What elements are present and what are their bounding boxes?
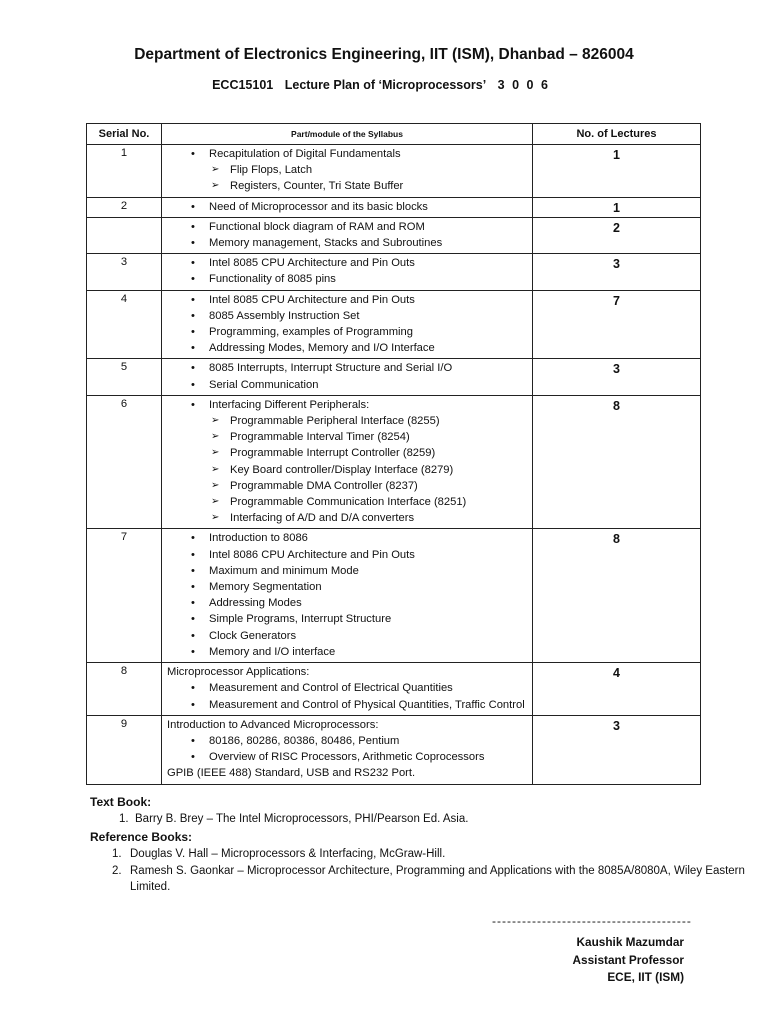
topic-bullet: • Functionality of 8085 pins xyxy=(167,271,528,287)
table-row xyxy=(87,395,701,529)
topic-bullet: • Memory and I/O interface xyxy=(167,644,528,660)
topic-bullet: • Serial Communication xyxy=(167,377,528,393)
subtopic-arrow: ➢ Programmable Interrupt Controller (8259) xyxy=(167,445,528,461)
table-row xyxy=(87,145,701,198)
book-item xyxy=(90,811,768,827)
signer-designation: Assistant Professor xyxy=(572,952,684,967)
topic-bullet: • Simple Programs, Interrupt Structure xyxy=(167,611,528,627)
subtopic-arrow: ➢ Programmable DMA Controller (8237) xyxy=(167,478,528,494)
syllabus-cell xyxy=(162,254,533,290)
subtopic-arrow: ➢ Flip Flops, Latch xyxy=(167,162,528,178)
topic-bullet: • Addressing Modes, Memory and I/O Interface xyxy=(167,340,528,356)
serial-cell: 2 xyxy=(87,197,162,217)
lecture-count-cell: 3 xyxy=(533,715,701,784)
topic-bullet: • Introduction to 8086 xyxy=(167,530,528,546)
topic-bullet: • 8085 Interrupts, Interrupt Structure and Serial I/O xyxy=(167,360,528,376)
topic-bullet: • 80186, 80286, 80386, 80486, Pentium xyxy=(167,733,528,749)
signer-affiliation: ECE, IIT (ISM) xyxy=(607,970,684,984)
subtopic-arrow: ➢ Programmable Peripheral Interface (8255) xyxy=(167,413,528,429)
table-row xyxy=(87,359,701,395)
syllabus-cell xyxy=(162,715,533,784)
topic-bullet: • Addressing Modes xyxy=(167,595,528,611)
topic-bullet: • Need of Microprocessor and its basic blocks xyxy=(167,199,528,215)
subtopic-arrow: ➢ Interfacing of A/D and D/A converters xyxy=(167,510,528,526)
table-row xyxy=(87,254,701,290)
lecture-count-cell: 3 xyxy=(533,359,701,395)
lecture-plan-table xyxy=(86,123,701,785)
topic-bullet: • Recapitulation of Digital Fundamentals xyxy=(167,146,528,162)
page-title: Department of Electronics Engineering, IIT (ISM), Dhanbad – 826004 xyxy=(134,46,634,63)
topic-bullet: • 8085 Assembly Instruction Set xyxy=(167,308,528,324)
syllabus-cell xyxy=(162,663,533,716)
course-credits: 3 0 0 6 xyxy=(497,78,548,92)
topic-bullet: • Memory management, Stacks and Subroutines xyxy=(167,235,528,251)
book-number: 1. xyxy=(112,848,122,860)
book-item xyxy=(90,863,768,895)
subtopic-arrow: ➢ Programmable Communication Interface (8251) xyxy=(167,494,528,510)
topic-list xyxy=(167,397,528,527)
lecture-count-cell: 8 xyxy=(533,529,701,663)
table-row xyxy=(87,715,701,784)
lecture-count-cell: 7 xyxy=(533,290,701,359)
serial-cell: 8 xyxy=(87,663,162,716)
serial-cell: 9 xyxy=(87,715,162,784)
col-header-serial: Serial No. xyxy=(87,124,162,145)
table-header-row xyxy=(87,124,701,145)
table-row xyxy=(87,663,701,716)
syllabus-cell xyxy=(162,197,533,217)
table-row xyxy=(87,529,701,663)
serial-cell: 5 xyxy=(87,359,162,395)
col-header-part: Part/module of the Syllabus xyxy=(162,124,533,145)
topic-list xyxy=(167,680,528,712)
serial-cell: 6 xyxy=(87,395,162,529)
lecture-count-cell: 3 xyxy=(533,254,701,290)
lecture-count-cell: 4 xyxy=(533,663,701,716)
book-item xyxy=(90,846,768,862)
module-intro: Introduction to Advanced Microprocessors: xyxy=(167,718,379,731)
text-book-heading: Text Book: xyxy=(90,795,152,809)
signer-name: Kaushik Mazumdar xyxy=(576,935,684,949)
topic-list xyxy=(167,530,528,660)
text-book-list xyxy=(90,811,768,827)
topic-list xyxy=(167,292,528,357)
signature-block xyxy=(573,934,684,987)
course-code: ECC15101 xyxy=(212,78,274,92)
serial-cell: 3 xyxy=(87,254,162,290)
table-body xyxy=(87,145,701,785)
syllabus-cell xyxy=(162,395,533,529)
topic-list xyxy=(167,360,528,392)
serial-cell: 7 xyxy=(87,529,162,663)
topic-bullet: • Intel 8085 CPU Architecture and Pin Outs xyxy=(167,255,528,271)
book-title: Douglas V. Hall – Microprocessors & Interfacing, McGraw-Hill. xyxy=(130,848,446,860)
reference-book-list xyxy=(90,846,768,895)
topic-bullet: • Memory Segmentation xyxy=(167,579,528,595)
book-title: Ramesh S. Gaonkar – Microprocessor Architecture, Programming and Applications with the 8085A/8080A, Wiley Eastern Limited. xyxy=(130,865,745,893)
topic-bullet: • Intel 8086 CPU Architecture and Pin Outs xyxy=(167,547,528,563)
syllabus-cell xyxy=(162,290,533,359)
book-number: 2. xyxy=(112,865,122,877)
book-number: 1. xyxy=(119,813,129,825)
topic-bullet: • Measurement and Control of Electrical Quantities xyxy=(167,680,528,696)
page-subtitle xyxy=(0,78,768,92)
module-intro: Microprocessor Applications: xyxy=(167,666,310,679)
serial-cell xyxy=(87,217,162,253)
signature-line: ---------------------------------------- xyxy=(492,914,692,928)
books-section xyxy=(90,793,768,896)
book-title: Barry B. Brey – The Intel Microprocessors, PHI/Pearson Ed. Asia. xyxy=(135,813,469,825)
topic-bullet: • Programming, examples of Programming xyxy=(167,324,528,340)
subtopic-arrow: ➢ Key Board controller/Display Interface (8279) xyxy=(167,462,528,478)
serial-cell: 1 xyxy=(87,145,162,198)
topic-bullet: • Clock Generators xyxy=(167,628,528,644)
topic-list xyxy=(167,255,528,287)
table-row xyxy=(87,290,701,359)
module-outro: GPIB (IEEE 488) Standard, USB and RS232 Port. xyxy=(167,767,416,780)
topic-list xyxy=(167,146,528,195)
lecture-count-cell: 2 xyxy=(533,217,701,253)
table-row xyxy=(87,197,701,217)
lecture-count-cell: 1 xyxy=(533,145,701,198)
topic-bullet: • Overview of RISC Processors, Arithmetic Coprocessors xyxy=(167,749,528,765)
syllabus-cell xyxy=(162,359,533,395)
lecture-count-cell: 1 xyxy=(533,197,701,217)
subtopic-arrow: ➢ Programmable Interval Timer (8254) xyxy=(167,429,528,445)
topic-list xyxy=(167,219,528,251)
topic-bullet: • Intel 8085 CPU Architecture and Pin Outs xyxy=(167,292,528,308)
topic-bullet: • Measurement and Control of Physical Quantities, Traffic Control xyxy=(167,697,528,713)
reference-heading: Reference Books: xyxy=(90,830,193,844)
topic-bullet: • Functional block diagram of RAM and ROM xyxy=(167,219,528,235)
syllabus-cell xyxy=(162,145,533,198)
lecture-count-cell: 8 xyxy=(533,395,701,529)
serial-cell: 4 xyxy=(87,290,162,359)
topic-list xyxy=(167,733,528,765)
table-row xyxy=(87,217,701,253)
topic-bullet: • Interfacing Different Peripherals: xyxy=(167,397,528,413)
col-header-lectures: No. of Lectures xyxy=(533,124,701,145)
topic-list xyxy=(167,199,528,215)
syllabus-cell xyxy=(162,529,533,663)
course-title: Lecture Plan of ‘Microprocessors’ xyxy=(284,78,487,92)
topic-bullet: • Maximum and minimum Mode xyxy=(167,563,528,579)
syllabus-cell xyxy=(162,217,533,253)
subtopic-arrow: ➢ Registers, Counter, Tri State Buffer xyxy=(167,178,528,194)
